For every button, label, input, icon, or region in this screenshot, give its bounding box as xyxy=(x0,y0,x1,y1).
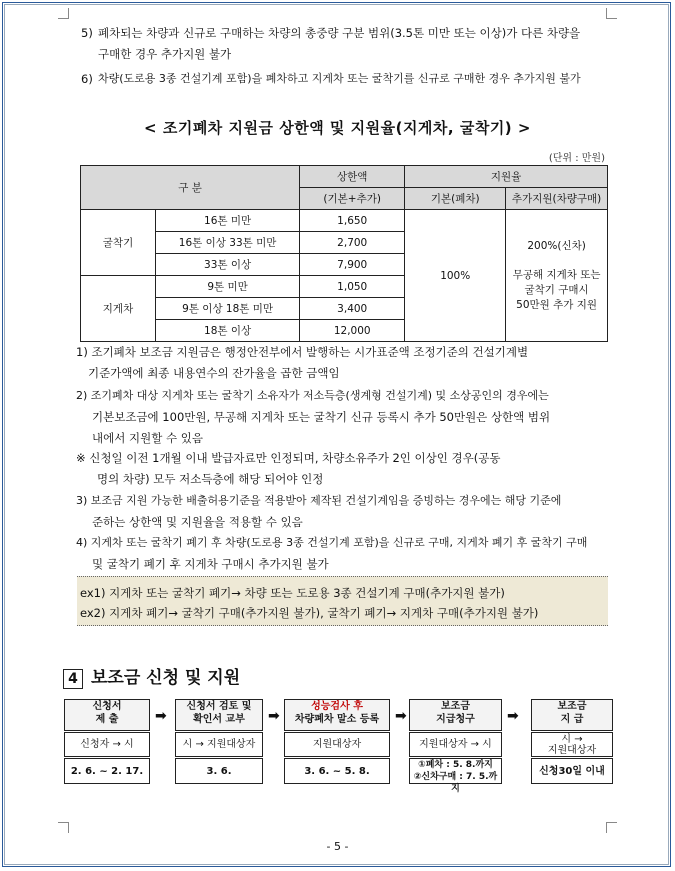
flow-step-4-date-purchase: ②신차구매 : 7. 5.까지 xyxy=(413,772,498,794)
flow-arrow-icon: ➡ xyxy=(507,708,519,724)
table-unit: (단위 : 만원) xyxy=(548,153,605,164)
flow-arrow-icon: ➡ xyxy=(395,708,407,724)
range-cell: 16톤 이상 33톤 미만 xyxy=(156,232,300,254)
crop-mark xyxy=(606,822,617,833)
range-cell: 33톤 이상 xyxy=(156,254,300,276)
flow-step-1-title: 신청서 xyxy=(92,701,122,712)
note-4b: 및 굴착기 폐기 후 지게차 구매시 추가지원 불가 xyxy=(92,557,329,571)
extra-rate-cell xyxy=(506,210,608,342)
flow-step-1-header xyxy=(64,699,150,731)
flow-step-2-subtitle: 확인서 교부 xyxy=(193,714,245,725)
note-3a: 3) 보조금 지원 가능한 배출허용기준을 적용받아 제작된 건설기계임을 증빙하는 경우에는 해당 기준에 xyxy=(76,494,562,507)
flow-step-5-header xyxy=(531,699,613,731)
table-title: < 조기폐차 지원금 상한액 및 지원율(지게차, 굴착기) > xyxy=(144,119,531,137)
range-cell: 18톤 이상 xyxy=(156,320,300,342)
note-1a: 1) 조기폐차 보조금 지원금은 행정안전부에서 발행하는 시가표준액 조정기준의 건설기계별 xyxy=(76,345,529,359)
header-extra: 추가지원(차량구매) xyxy=(506,188,608,210)
flow-step-3-subtitle: 차량폐차 말소 등록 xyxy=(294,714,380,725)
flow-step-1-who: 신청자 → 시 xyxy=(64,732,150,757)
note-2c: 내에서 지원할 수 있음 xyxy=(92,431,203,445)
note-2b: 기본보조금에 100만원, 무공해 지게차 또는 굴착기 신규 등록시 추가 50만원은 상한액 범위 xyxy=(92,410,551,424)
range-cell: 16톤 미만 xyxy=(156,210,300,232)
table-row xyxy=(81,210,608,232)
flow-step-2-title: 신청서 검토 및 xyxy=(186,701,252,712)
header-cap-sub: (기본+추가) xyxy=(300,188,405,210)
flow-step-2-header xyxy=(175,699,263,731)
group-excavator: 굴착기 xyxy=(81,210,156,276)
extra-note-3: 50만원 추가 지원 xyxy=(516,298,598,311)
flow-step-4-date xyxy=(409,758,502,794)
header-basic: 기본(폐차) xyxy=(405,188,506,210)
flow-step-5-date: 신청30일 이내 xyxy=(531,758,613,784)
range-cell: 9톤 미만 xyxy=(156,276,300,298)
item-5-line2: 구매한 경우 추가지원 불가 xyxy=(98,47,232,61)
flow-arrow-icon: ➡ xyxy=(268,708,280,724)
note-2a: 2) 조기폐차 대상 지게차 또는 굴착기 소유자가 저소득층(생계형 건설기계) 및 소상공인의 경우에는 xyxy=(76,389,549,402)
subsidy-table xyxy=(80,165,608,342)
flow-step-5-who xyxy=(531,732,613,757)
flow-step-3-title: 성능검사 후 xyxy=(311,701,363,712)
note-asterisk-b: 명의 차량) 모두 저소득층에 해당 되어야 인정 xyxy=(97,472,324,486)
cap-cell: 1,650 xyxy=(300,210,405,232)
header-category: 구 분 xyxy=(81,166,300,210)
cap-cell: 2,700 xyxy=(300,232,405,254)
crop-mark xyxy=(58,8,69,19)
extra-rate: 200%(신차) xyxy=(527,239,586,252)
flow-step-2-who: 시 → 지원대상자 xyxy=(175,732,263,757)
flow-step-5-who-line2: 지원대상자 xyxy=(547,745,597,756)
note-3b: 준하는 상한액 및 지원율을 적용할 수 있음 xyxy=(92,515,303,529)
flow-step-1-date: 2. 6. ~ 2. 17. xyxy=(64,758,150,784)
flow-step-4-subtitle: 지급청구 xyxy=(436,714,475,725)
item-5-number: 5) xyxy=(81,26,93,40)
example-box xyxy=(77,576,608,626)
crop-mark xyxy=(606,8,617,19)
flow-step-3-date: 3. 6. ~ 5. 8. xyxy=(284,758,390,784)
extra-note-2: 굴착기 구매시 xyxy=(524,283,589,296)
flow-step-4-date-scrap: ①폐차 : 5. 8.까지 xyxy=(418,760,493,770)
range-cell: 9톤 이상 18톤 미만 xyxy=(156,298,300,320)
flow-step-4-who: 지원대상자 → 시 xyxy=(409,732,502,757)
flow-step-5-subtitle: 지 급 xyxy=(560,714,584,725)
flow-step-5-who-line1: 시 → xyxy=(561,734,583,745)
item-5-line1: 폐차되는 차량과 신규로 구매하는 차량의 총중량 구분 범위(3.5톤 미만 또는 이상)가 다른 차량을 xyxy=(98,26,581,40)
flow-step-3-who: 지원대상자 xyxy=(284,732,390,757)
flow-step-1-subtitle: 제 출 xyxy=(95,714,119,725)
item-6-number: 6) xyxy=(81,72,93,86)
page-number: - 5 - xyxy=(326,840,349,853)
flow-arrow-icon: ➡ xyxy=(155,708,167,724)
flow-step-3-header xyxy=(284,699,390,731)
note-asterisk-a: ※ 신청일 이전 1개월 이내 발급자료만 인정되며, 차량소유주가 2인 이상인 경우(공동 xyxy=(76,451,501,465)
cap-cell: 1,050 xyxy=(300,276,405,298)
example-2: ex2) 지게차 폐기→ 굴착기 구매(추가지원 불가), 굴착기 폐기→ 지게차 구매(추가지원 불가) xyxy=(80,606,539,620)
flow-step-5-title: 보조금 xyxy=(557,701,587,712)
section-title: 보조금 신청 및 지원 xyxy=(91,668,241,688)
group-forklift: 지게차 xyxy=(81,276,156,342)
cap-cell: 7,900 xyxy=(300,254,405,276)
crop-mark xyxy=(58,822,69,833)
flow-step-2-date: 3. 6. xyxy=(175,758,263,784)
section-heading xyxy=(63,663,240,689)
note-4a: 4) 지게차 또는 굴착기 폐기 후 차량(도로용 3종 건설기계 포함)을 신규로 구매, 지게차 폐기 후 굴착기 구매 xyxy=(76,536,588,549)
cap-cell: 12,000 xyxy=(300,320,405,342)
example-1: ex1) 지게차 또는 굴착기 폐기→ 차량 또는 도로용 3종 건설기계 구매(추가지원 불가) xyxy=(80,586,505,600)
cap-cell: 3,400 xyxy=(300,298,405,320)
item-6-line1: 차량(도로용 3종 건설기계 포함)을 폐차하고 지게차 또는 굴착기를 신규로 구매한 경우 추가지원 불가 xyxy=(98,72,581,85)
flow-step-4-title: 보조금 xyxy=(441,701,470,712)
header-cap: 상한액 xyxy=(300,166,405,188)
section-number: 4 xyxy=(63,669,83,689)
extra-note-1: 무공해 지게차 또는 xyxy=(512,268,601,281)
header-rate: 지원율 xyxy=(405,166,608,188)
flow-step-4-header xyxy=(409,699,502,731)
basic-rate: 100% xyxy=(405,210,506,342)
note-1b: 기준가액에 최종 내용연수의 잔가율을 곱한 금액임 xyxy=(88,366,340,380)
